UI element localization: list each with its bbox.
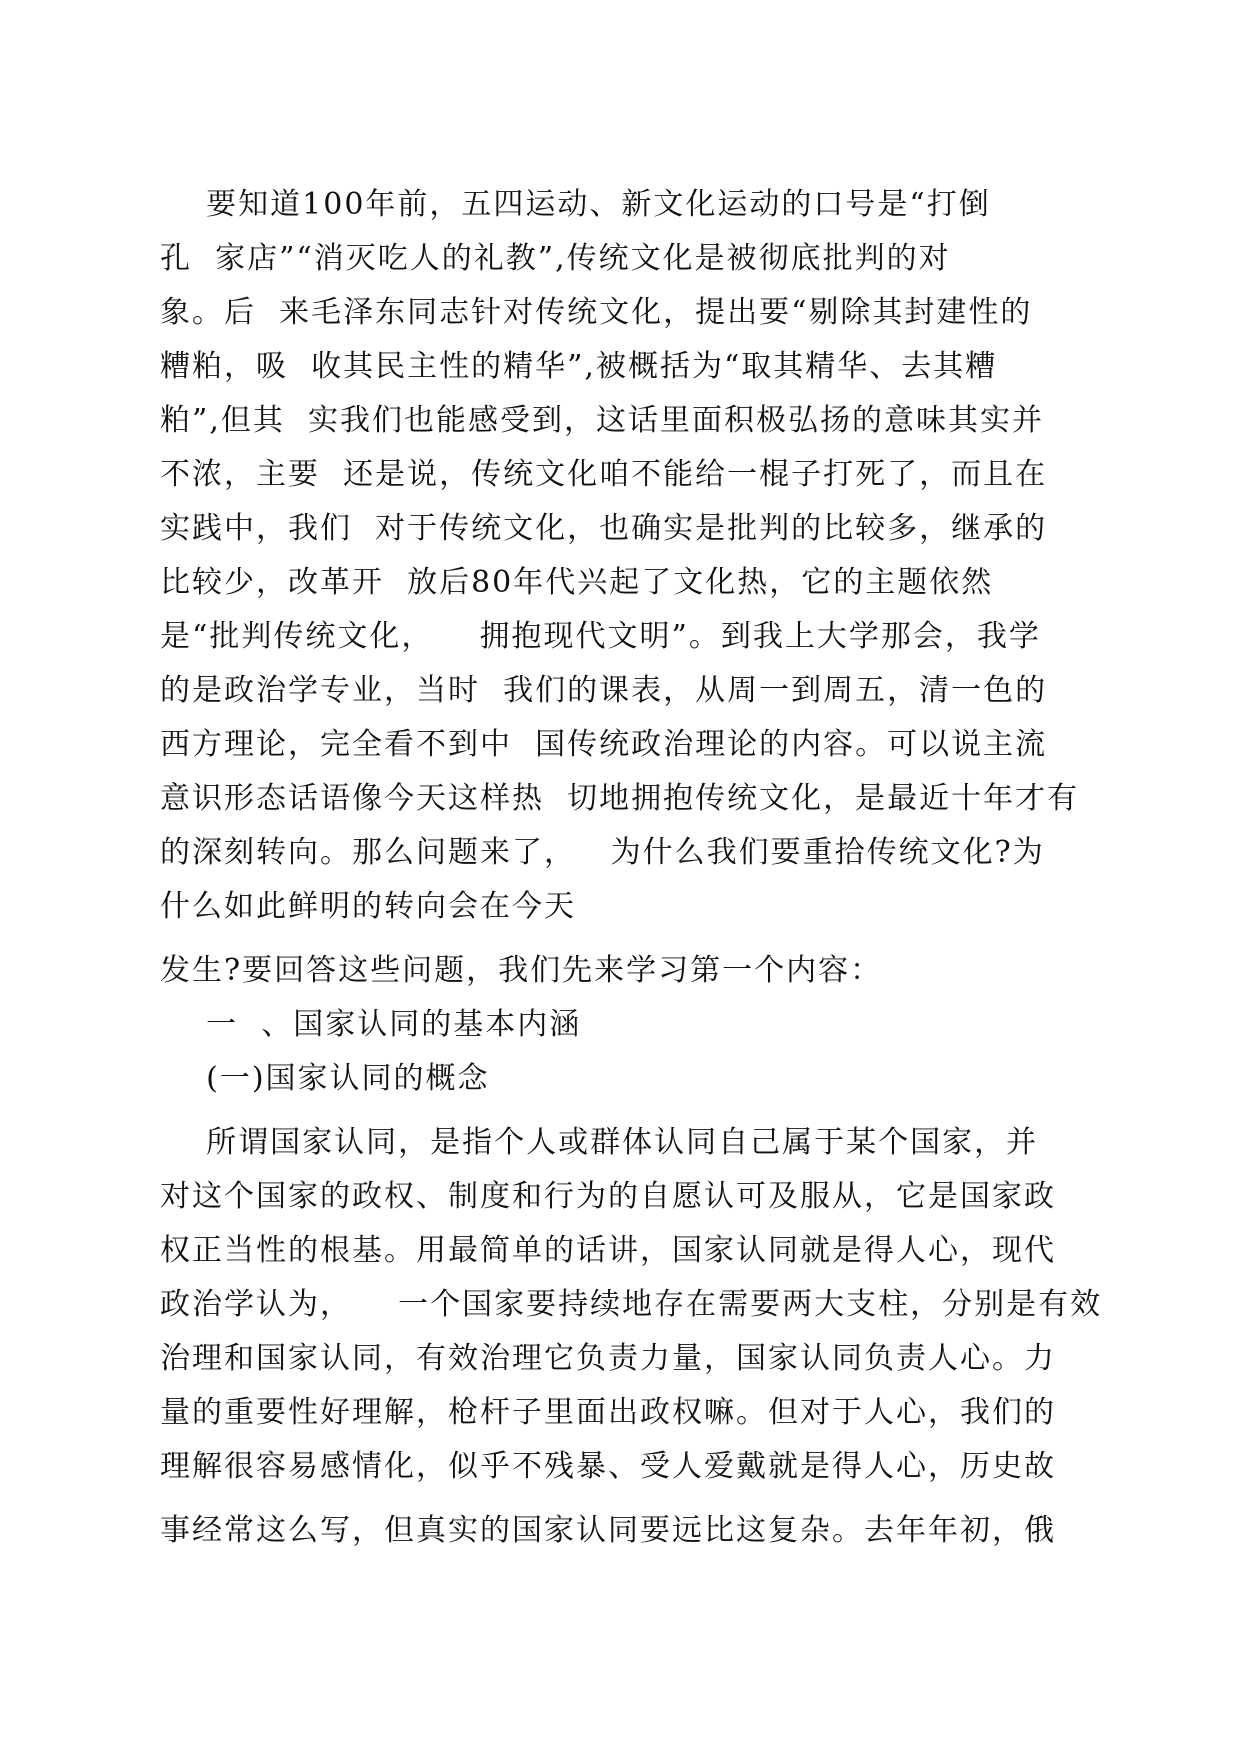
text-line: 什么如此鲜明的转向会在今天 [160, 889, 576, 924]
text-line: 要知道100年前，五四运动、新文化运动的口号是“打倒 [160, 187, 991, 222]
text-line: 量的重要性好理解，枪杆子里面出政权嘛。但对于人心，我们的 [160, 1395, 1056, 1430]
text-line: 对这个国家的政权、制度和行为的自愿认可及服从，它是国家政 [160, 1179, 1056, 1214]
text-line: 孔 家店”“消灭吃人的礼教”,传统文化是被彻底批判的对 [160, 241, 951, 276]
text-line: 权正当性的根基。用最简单的话讲，国家认同就是得人心，现代 [160, 1233, 1056, 1268]
text-line: 粕”,但其 实我们也能感受到，这话里面积极弘扬的意味其实并 [160, 403, 1044, 438]
text-line: 糟粕，吸 收其民主性的精华”,被概括为“取其精华、去其糟 [160, 349, 998, 384]
text-line: 意识形态话语像今天这样热 切地拥抱传统文化，是最近十年才有 [160, 781, 1080, 816]
section-heading: 一 、国家认同的基本内涵 [160, 1007, 582, 1042]
text-line: 事经常这么写，但真实的国家认同要远比这复杂。去年年初，俄 [160, 1513, 1056, 1548]
text-line: 比较少，改革开 放后80年代兴起了文化热，它的主题依然 [160, 565, 994, 600]
text-line: 象。后 来毛泽东同志针对传统文化，提出要“剔除其封建性的 [160, 295, 1033, 330]
text-line: 发生?要回答这些问题，我们先来学习第一个内容： [160, 953, 883, 988]
text-line: 是“批判传统文化， 拥抱现代文明”。到我上大学那会，我学 [160, 619, 1041, 654]
text-line: 不浓，主要 还是说，传统文化咱不能给一棍子打死了，而且在 [160, 457, 1048, 492]
text-line: 西方理论，完全看不到中 国传统政治理论的内容。可以说主流 [160, 727, 1048, 762]
text-line: 实践中，我们 对于传统文化，也确实是批判的比较多，继承的 [160, 511, 1048, 546]
text-line: 的深刻转向。那么问题来了， 为什么我们要重拾传统文化?为 [160, 835, 1045, 870]
text-line: 政治学认为， 一个国家要持续地存在需要两大支柱，分别是有效 [160, 1287, 1103, 1322]
text-line: 的是政治学专业，当时 我们的课表，从周一到周五，清一色的 [160, 673, 1048, 708]
subsection-heading: (一)国家认同的概念 [160, 1061, 490, 1096]
text-line: 治理和国家认同，有效治理它负责力量，国家认同负责人心。力 [160, 1341, 1056, 1376]
text-line: 所谓国家认同，是指个人或群体认同自己属于某个国家，并 [160, 1125, 1039, 1160]
text-line: 理解很容易感情化，似乎不残暴、受人爱戴就是得人心，历史故 [160, 1449, 1056, 1484]
